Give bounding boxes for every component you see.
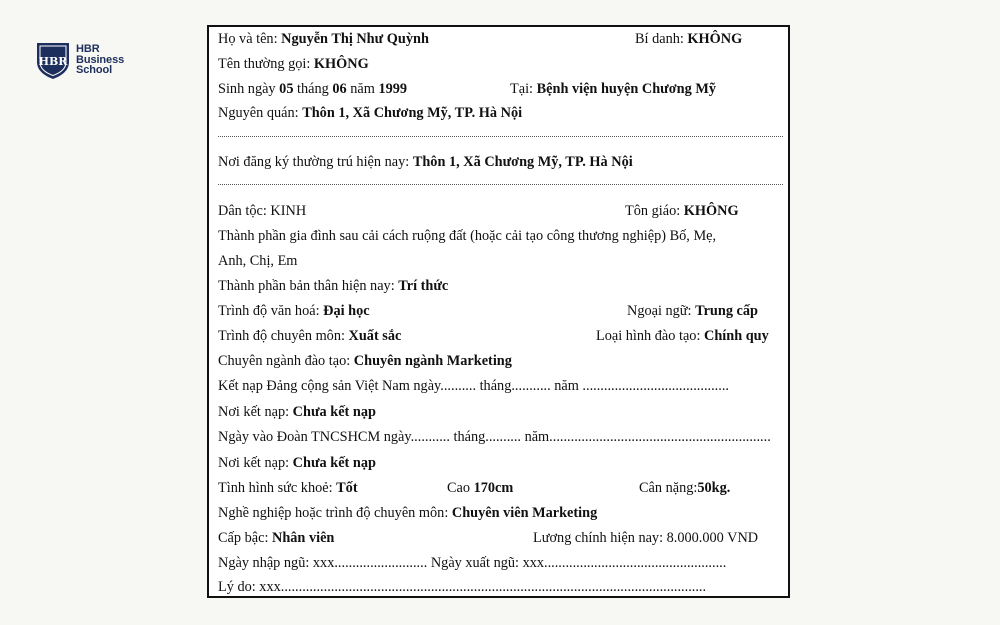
row-thanh-phan-gia-dinh: Thành phần gia đình sau cải cách ruộng đất (hoặc cải tạo công thương nghiệp) Bố, Mẹ, xyxy=(218,228,717,244)
row-suc-khoe: Tình hình sức khoẻ: Tốt Cao 170cm Cân nặng:50kg. xyxy=(218,480,731,496)
row-ly-do: Lý do: xxx....................................................................................................................... xyxy=(218,579,707,595)
row-chuyen-mon: Trình độ chuyên môn: Xuất sắc Loại hình đào tạo: Chính quy xyxy=(218,328,769,344)
row-dan-toc: Dân tộc: KINH Tôn giáo: KHÔNG xyxy=(218,203,739,219)
row-cap-bac: Cấp bậc: Nhân viên Lương chính hiện nay: 8.000.000 VND xyxy=(218,530,759,546)
row-nguyen-quan: Nguyên quán: Thôn 1, Xã Chương Mỹ, TP. Hà Nội xyxy=(218,105,523,121)
brand-name: HBR Business School xyxy=(76,43,125,77)
row-thuong-tru: Nơi đăng ký thường trú hiện nay: Thôn 1, Xã Chương Mỹ, TP. Hà Nội xyxy=(218,154,633,170)
row-sinh-ngay: Sinh ngày 05 tháng 06 năm 1999 Tại: Bệnh viện huyện Chương Mỹ xyxy=(218,81,716,97)
row-noi-ket-nap-dang: Nơi kết nạp: Chưa kết nạp xyxy=(218,404,376,420)
row-nghe-nghiep: Nghề nghiệp hoặc trình độ chuyên môn: Chuyên viên Marketing xyxy=(218,505,598,521)
row-ket-nap-dang: Kết nạp Đảng cộng sản Việt Nam ngày.......... tháng........... năm ......................................... xyxy=(218,378,729,394)
svg-text:HBR: HBR xyxy=(38,55,68,68)
row-ten-thuong-goi: Tên thường gọi: KHÔNG xyxy=(218,56,369,72)
row-nhap-ngu: Ngày nhập ngũ: xxx.......................... Ngày xuất ngũ: xxx................................................... xyxy=(218,555,727,571)
personal-record-form xyxy=(207,25,790,598)
brand-logo xyxy=(35,40,124,80)
dotted-line xyxy=(218,128,783,150)
row-thanh-phan-gia-dinh-cont: Anh, Chị, Em xyxy=(218,253,298,269)
dotted-line xyxy=(218,176,783,198)
row-van-hoa: Trình độ văn hoá: Đại học Ngoại ngữ: Trung cấp xyxy=(218,303,759,319)
row-noi-ket-nap-doan: Nơi kết nạp: Chưa kết nạp xyxy=(218,455,376,471)
shield-icon xyxy=(35,40,71,80)
row-vao-doan: Ngày vào Đoàn TNCSHCM ngày........... tháng.......... năm.............................................................. xyxy=(218,429,771,445)
row-ho-ten: Họ và tên: Nguyễn Thị Như Quỳnh Bí danh: KHÔNG xyxy=(218,31,743,47)
row-thanh-phan-ban-than: Thành phần bản thân hiện nay: Trí thức xyxy=(218,278,449,294)
row-chuyen-nganh: Chuyên ngành đào tạo: Chuyên ngành Marketing xyxy=(218,353,512,369)
